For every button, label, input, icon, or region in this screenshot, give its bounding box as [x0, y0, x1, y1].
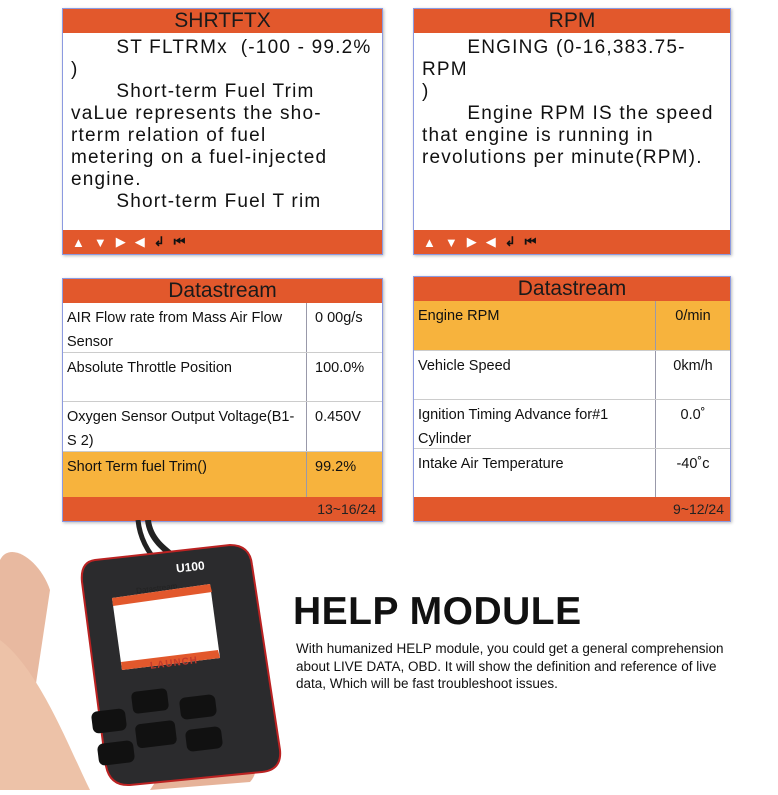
row-name: Absolute Throttle Position	[63, 353, 307, 401]
enter-icon: ↲	[153, 234, 165, 249]
row-value: 0/min	[675, 308, 711, 324]
obd-scanner-device-photo	[0, 520, 300, 790]
row-name: Ignition Timing Advance for#1 Cylinder	[414, 400, 656, 448]
enter-icon: ↲	[504, 234, 516, 249]
table-row	[414, 351, 730, 400]
panel-title: Datastream	[414, 277, 730, 301]
device-screen-title: Datastream	[135, 581, 178, 596]
row-value: 0.0˚	[680, 407, 706, 423]
right-arrow-icon: ▶	[115, 234, 126, 249]
back-icon: ⏮	[173, 234, 186, 249]
row-value: 99.2%	[315, 459, 357, 475]
row-name: Oxygen Sensor Output Voltage(B1-S 2)	[63, 402, 307, 451]
row-name: Short Term fuel Trim()	[63, 452, 307, 500]
table-row-selected	[414, 301, 730, 351]
help-text: ENGING (0-16,383.75-RPM ) Engine RPM IS the speed that engine is running in revolutions per minute(RPM).	[422, 37, 714, 168]
panel-title: Datastream	[63, 279, 382, 303]
table-row	[414, 400, 730, 449]
panel-title: SHRTFTX	[63, 9, 382, 33]
left-arrow-icon: ◀	[485, 234, 496, 249]
page-indicator: 9~12/24	[414, 497, 730, 521]
device-brand-logo: LAUNCH	[149, 655, 199, 672]
device-model-label: U100	[175, 558, 206, 576]
datastream-panel-1	[62, 278, 383, 522]
section-title: HELP MODULE	[293, 590, 582, 633]
row-name: Intake Air Temperature	[414, 449, 656, 497]
datastream-panel-2	[413, 276, 731, 522]
row-value: 100.0%	[315, 360, 365, 376]
row-name: Engine RPM	[414, 301, 656, 350]
table-row-selected	[63, 452, 382, 501]
left-arrow-icon: ◀	[134, 234, 145, 249]
row-name: AIR Flow rate from Mass Air Flow Sensor	[63, 303, 307, 352]
row-value: 0.450V	[315, 409, 361, 425]
help-panel-rpm	[413, 8, 731, 255]
back-icon: ⏮	[524, 234, 537, 249]
panel-title: RPM	[414, 9, 730, 33]
table-row	[414, 449, 730, 498]
section-description: With humanized HELP module, you could get a general comprehension about LIVE DATA, OBD. It will show the definition and reference of live data, Which will be fast troubleshoot issues.	[296, 641, 724, 691]
down-arrow-icon: ▼	[93, 234, 107, 250]
down-arrow-icon: ▼	[444, 234, 458, 250]
help-panel-shrtftx	[62, 8, 383, 255]
table-row	[63, 353, 382, 402]
table-row	[63, 303, 382, 353]
up-arrow-icon: ▲	[423, 234, 436, 250]
row-name: Vehicle Speed	[414, 351, 656, 399]
row-value: -40˚c	[676, 456, 710, 472]
row-value: 0km/h	[673, 358, 713, 374]
right-arrow-icon: ▶	[466, 234, 477, 249]
page-indicator: 13~16/24	[63, 497, 382, 521]
up-arrow-icon: ▲	[72, 234, 85, 250]
help-text: ST FLTRMx (-100 - 99.2% ) Short-term Fuel Trim vaLue represents the sho- rterm relation of fuel metering on a fuel-injected engine. Short-term Fuel T rim	[71, 37, 372, 212]
row-value: 0 00g/s	[315, 310, 363, 326]
table-row	[63, 402, 382, 452]
hand-holding-scanner-illustration	[0, 520, 300, 790]
